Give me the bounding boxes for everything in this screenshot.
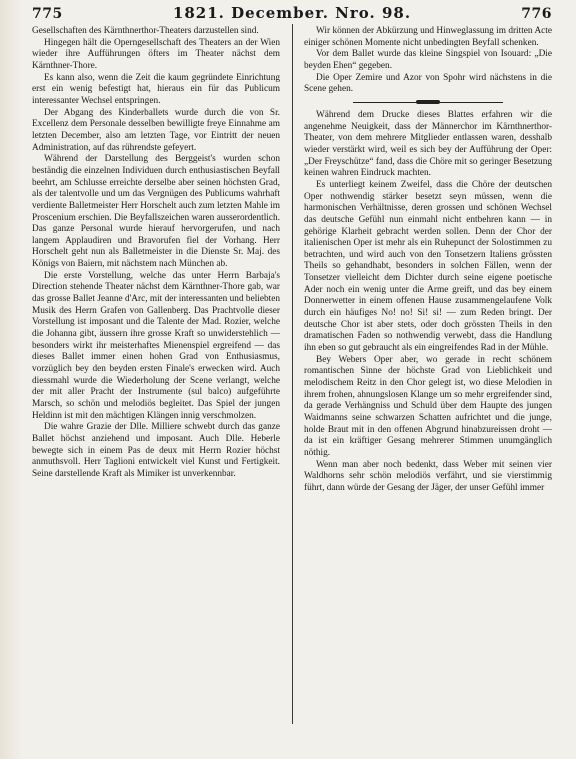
paragraph: Die wahre Grazie der Dlle. Milliere schwebt durch das ganze Ballet höchst anziehend und imposant. Auch Dlle. Heberle bewegte sich in einem Pas de deux mit Herrn Rozier höchst anmuthsvoll. Herr Taglioni entwickelt viel Kunst und Fertigkeit. Seine darstellende Kraft als Mimiker ist unverkennbar.	[32, 422, 280, 479]
paragraph: Gesellschaften des Kärnthnerthor-Theaters darzustellen sind.	[32, 26, 259, 36]
page-header	[32, 4, 552, 26]
page-edge-shadow	[0, 0, 22, 759]
paragraph: Der Abgang des Kinderballets wurde durch die von Sr. Excellenz dem Personale desselben bewilligte freye Einnahme am letzten December, also am letzten Tage, vor Eintritt der neuen Administration, auf das rührendste gefeyert.	[32, 107, 280, 153]
page-number-right: 776	[521, 6, 552, 22]
paragraph: Wir können der Abkürzung und Hinweglassung im dritten Acte einiger schönen Momente nicht unbedingten Beyfall schenken.	[304, 26, 552, 48]
section-separator-rule	[353, 101, 503, 104]
paragraph: Während dem Drucke dieses Blattes erfahren wir die angenehme Neuigkeit, dass der Männerchor im Kärnthnerthor-Theater, von dem mehrere Mitglieder entlassen waren, desshalb wieder verstärkt wird, weil es sich bey der Aufführung der Oper: „Der Freyschütze“ fand, dass die Chöre mit so geringer Besetzung keinen wahren Eindruck machten.	[304, 109, 552, 179]
paragraph: Die erste Vorstellung, welche das unter Herrn Barbaja's Direction stehende Theater nächst dem Kärnthner-Thore gab, war das grosse Ballet Jeanne d'Arc, mit der interessanten und beliebten Musik des Herrn Grafen von Gallenberg. Das Prachtvolle dieser Vorstellung ist imposant und die Talente der Mad. Rozier, welche die Johanna gibt, äussern ihre grosse Kraft so unwiderstehlich — besonders wirkt ihr meisterhaftes Mienenspiel ergreifend — das dieses Ballet immer einen hohen Grad von Enthusiasmus, vorzüglich bey den beyden ersten Finale's erwecken wird. Auch diessmahl wurde die Wiederholung der Scene verlangt, welche der mit aller Pracht der Instrumente (sul balco) aufgeführte Marsch, so schön und melodiös begleitet. Das Spiel der jungen Heldinn ist mit den mächtigen Klängen innig verschmolzen.	[32, 270, 280, 421]
paragraph: Hingegen hält die Operngesellschaft des Theaters an der Wien wieder ihre Aufführungen öfters im Theater nächst dem Kärnthner-Thore.	[32, 37, 280, 71]
column-divider	[292, 24, 293, 724]
page-number-left: 775	[32, 6, 63, 22]
paragraph: Bey Webers Oper aber, wo gerade in recht schönem romantischen Sinne der höchste Grad von Lieblichkeit und melodischem Reitz in den Chor gelegt ist, wo diese Melodien in ihrem frohen, ahnungslosen Klange um so mehr ergreifender sind, da gerade Verhängniss und Schuld über dem Haupte des jungen Waidmanns seine schwarzen Schatten aufrichtet und die junge, holde Braut mit in den offenen Abgrund hinabzureissen droht — da ist ein kräftiger Gesang mehrerer Stimmen unumgänglich nöthig.	[304, 354, 552, 458]
paragraph: Während der Darstellung des Berggeist's wurden schon beständig die einzelnen Individuen durch enthusiastischen Beyfall beehrt, am Schlusse erreichte derselbe aber seinen höchsten Grad, als der talentvolle und um das Vergnügen des Publicums wahrhaft verdiente Balletmeister Herr Horschelt auch zum letzten Mahle im Proscenium erschien. Die Beyfallszeichen waren ausserordentlich. Das ganze Personal wurde hierauf hervorgerufen, und nach langem Applaudiren und Bravorufen fiel der Vorhang. Herr Horschelt geht nun als Balletmeister in die Dienste Sr. Maj. des Königs von Baiern, mit nächstem nach München ab.	[32, 154, 280, 270]
paragraph: Die Oper Zemire und Azor von Spohr wird nächstens in die Scene gehen.	[304, 72, 552, 95]
paragraph: Es kann also, wenn die Zeit die kaum gegründete Einrichtung erst ein wenig befestigt hat, hieraus ein für das Publicum interessanter Wechsel entspringen.	[32, 72, 280, 106]
paragraph: Wenn man aber noch bedenkt, dass Weber mit seinen vier Waldhorns sehr schön melodiös verfährt, und sie vierstimmig führt, dann würde der Gesang der Jäger, der unser Gefühl immer	[304, 459, 552, 493]
paragraph: Vor dem Ballet wurde das kleine Singspiel von Isouard: „Die beyden Ehen“ gegeben.	[304, 49, 552, 71]
issue-date-line: 1821. December. Nro. 98.	[172, 4, 412, 22]
right-column	[304, 26, 552, 495]
left-column	[32, 26, 280, 481]
paragraph: Es unterliegt keinem Zweifel, dass die Chöre der deutschen Oper nothwendig stärker besetzt seyn müssen, wenn die harmonischen Verhältnisse, deren grossen und schönen Wechsel das deutsche Gefühl nun einmahl nicht entbehren kann — in gehörige Klarheit gebracht werden sollen. Denn der Chor der italienischen Oper ist mehr als ein Ruhepunct der Solostimmen zu betrachten, und wird auch von den Tonsetzern Italiens grössten Theils so gehandhabt, besonders in solchen Fällen, wenn der Tonsetzer vielleicht dem Dichter durch seine eigene poetische Ader noch ein wenig unter die Arme greift, und das bey einem Donnerwetter in einem offenen Hause zusammengelaufene Volk durch ein häufiges No! no! Si! si! — zum Reden bringt. Der deutsche Chor ist aber stets, oder doch grössten Theils in den dramatischen Faden so nothwendig verwebt, dass die Handlung ihn eben so gut gebraucht als ein eingreifendes Rad in der Mühle.	[304, 179, 552, 354]
